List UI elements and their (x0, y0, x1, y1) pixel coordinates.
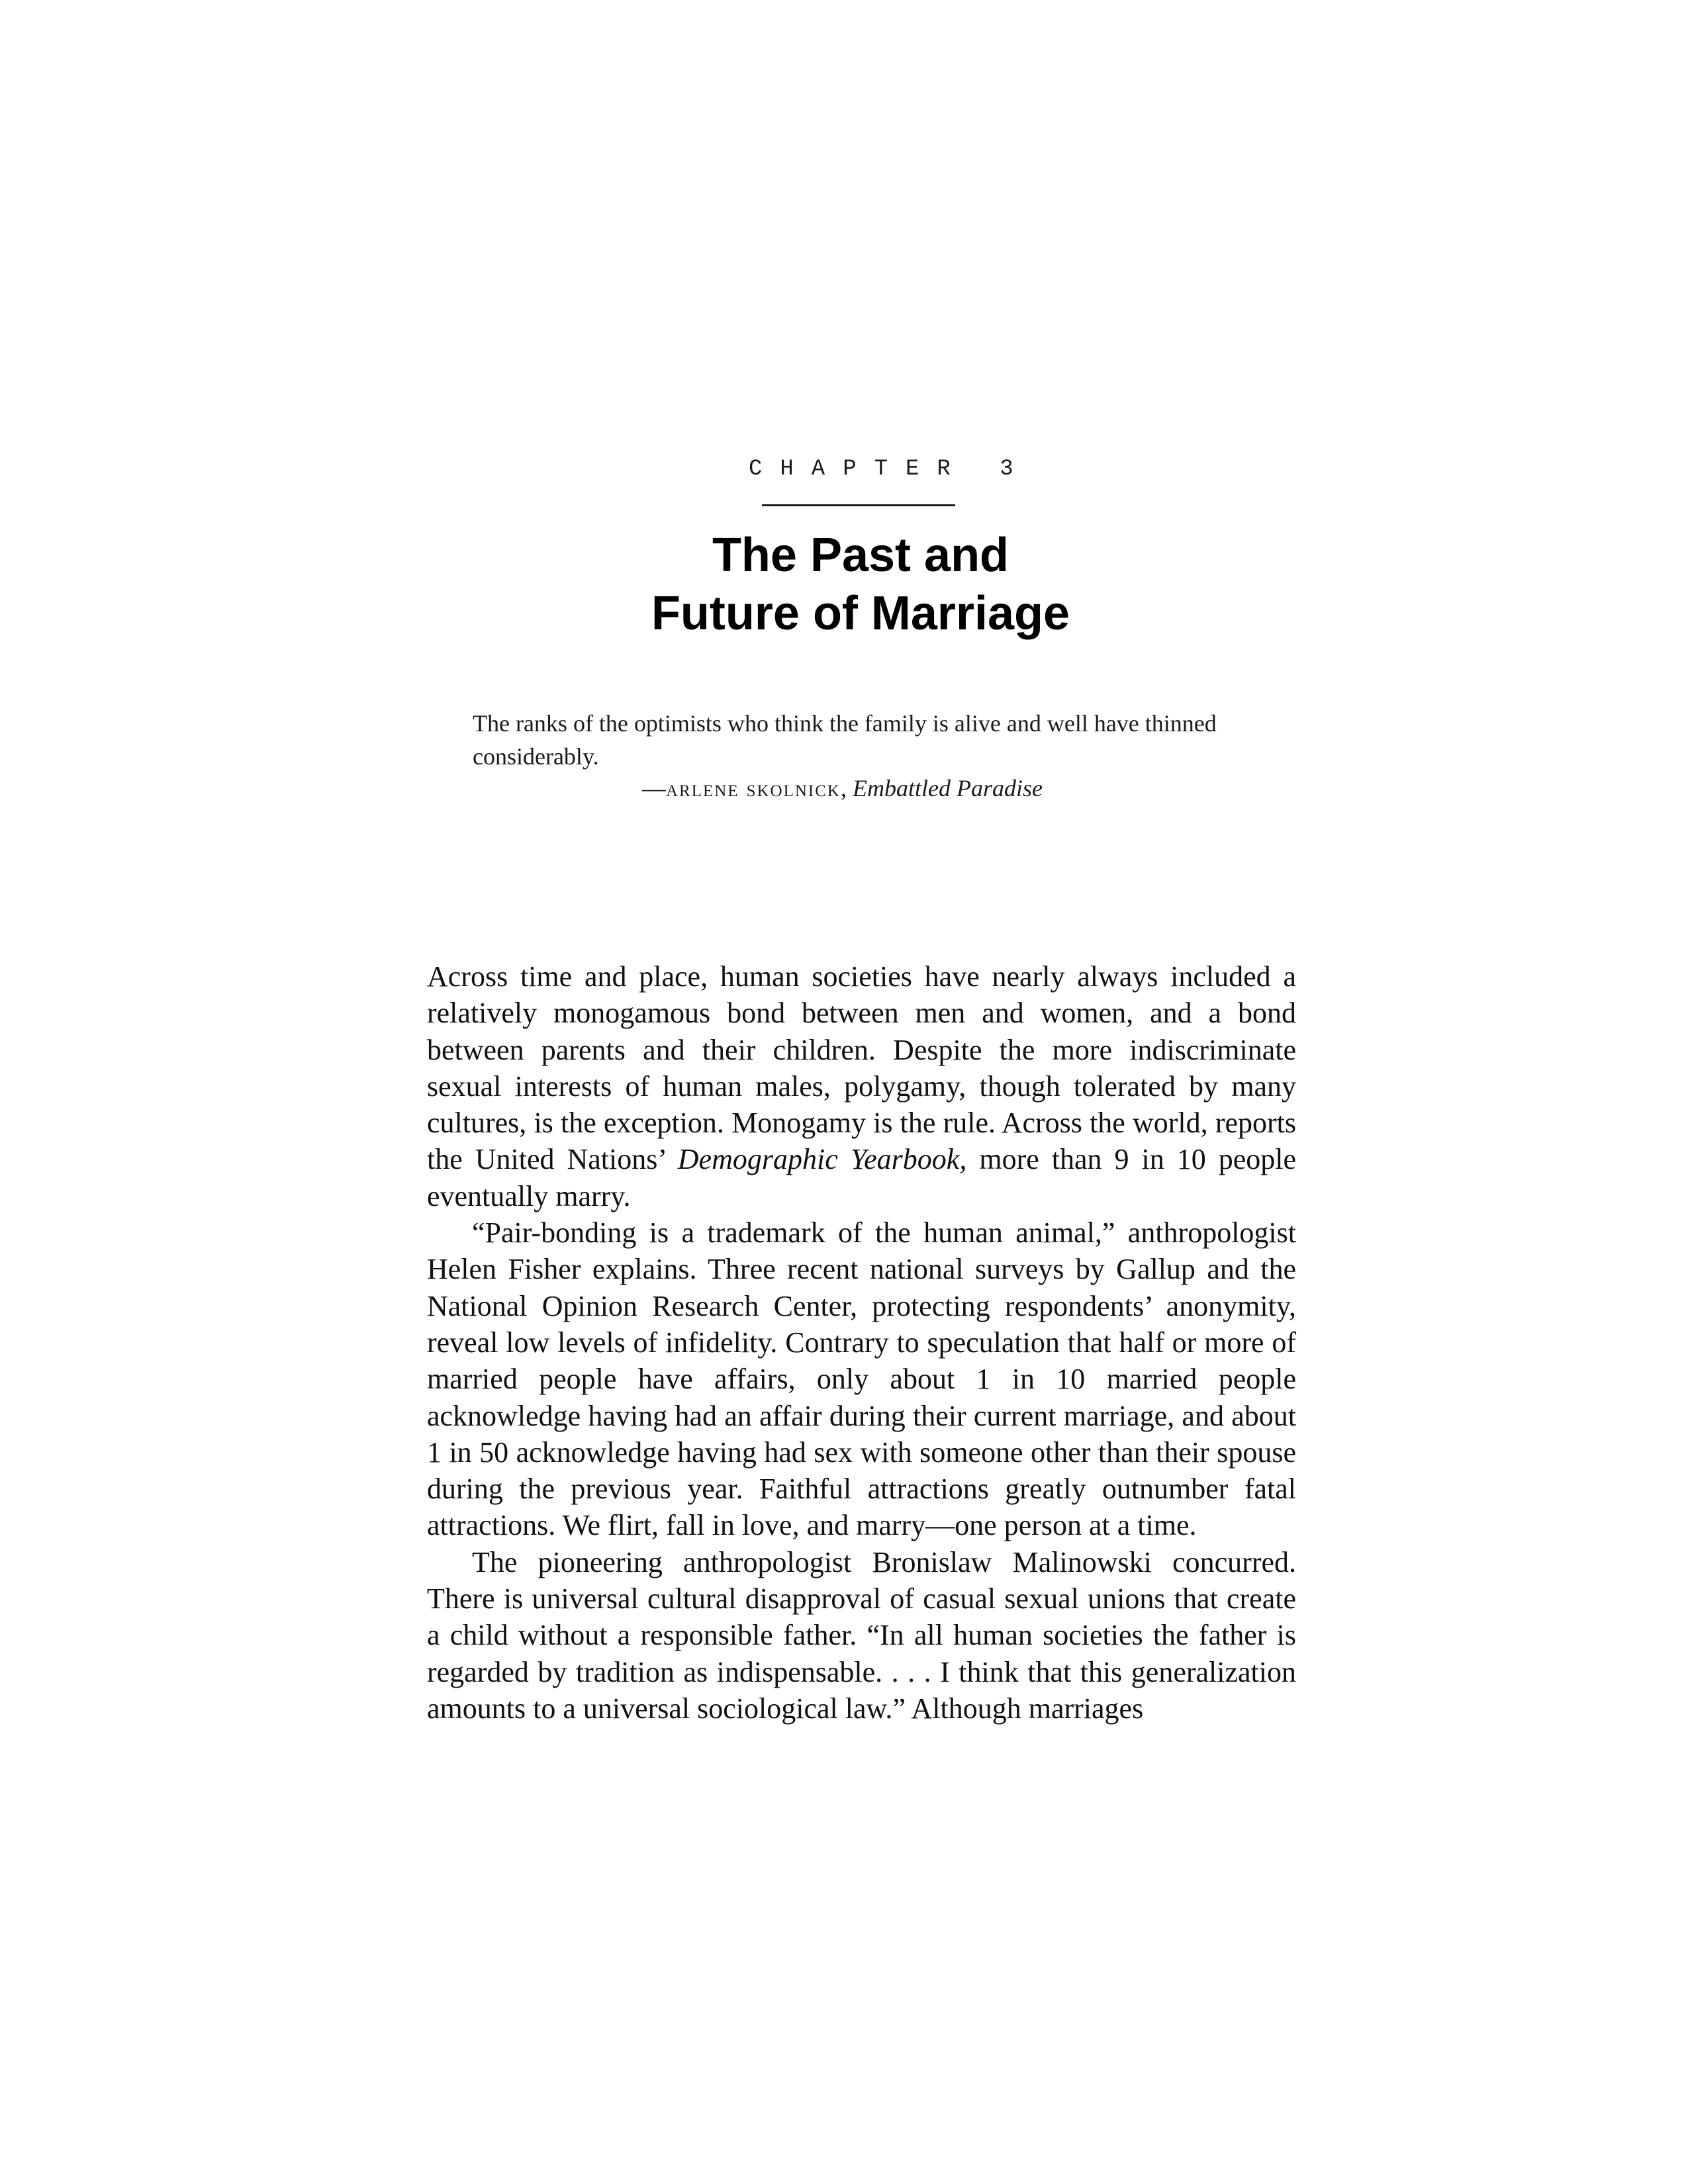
paragraph-1-part-a: Across time and place, human societies have nearly always included a relatively monogamous bond between men and women, and a bond between parents and their children. Despite the more indiscriminate sexual interests of human males, polygamy, though tolerated by many cultures, is the exception. Monogamy is the rule. Across the world, reports the United Nations’ (427, 960, 1296, 1176)
chapter-rule (762, 504, 955, 506)
epigraph-quote: The ranks of the optimists who think the family is alive and well have thinned considerably. (473, 710, 1217, 770)
paragraph-1-part-b: more than 9 in 10 people eventually marry. (427, 1143, 1296, 1212)
paragraph-1 (427, 958, 1296, 1214)
chapter-label: CHAPTER 3 (749, 457, 1031, 482)
chapter-title-line-1: The Past and (712, 529, 1009, 582)
chapter-title (463, 526, 1258, 643)
epigraph-dash: — (642, 775, 666, 801)
paragraph-2: “Pair-bonding is a trademark of the human animal,” anthropologist Helen Fisher explains. Three recent national surveys by Gallup and the National Opinion Research Center, protecting respondents’ anonymity, reveal low levels of infidelity. Contrary to speculation that half or more of married people have affairs, only about 1 in 10 married people acknowledge having had an affair during their current marriage, and about 1 in 50 acknowledge having had sex with someone other than their spouse during the previous year. Faithful attractions greatly outnumber fatal attractions. We flirt, fall in love, and marry—one person at a time. (427, 1216, 1296, 1542)
paragraph-1-italic-title: Demographic Yearbook, (677, 1143, 967, 1176)
epigraph-separator: , (841, 775, 853, 801)
epigraph-work: Embattled Paradise (853, 775, 1043, 801)
chapter-title-line-2: Future of Marriage (651, 587, 1070, 640)
epigraph-attribution (642, 772, 1304, 805)
epigraph-author: arlene skolnick (666, 775, 841, 801)
paragraph-3: The pioneering anthropologist Bronislaw Malinowski concurred. There is universal cultural disapproval of casual sexual unions that create a child without a responsible father. “In all human societies the father is regarded by tradition as indispensable. . . . I think that this generalization amounts to a universal sociological law.” Although marriages (427, 1545, 1296, 1725)
body-text (427, 958, 1296, 1727)
